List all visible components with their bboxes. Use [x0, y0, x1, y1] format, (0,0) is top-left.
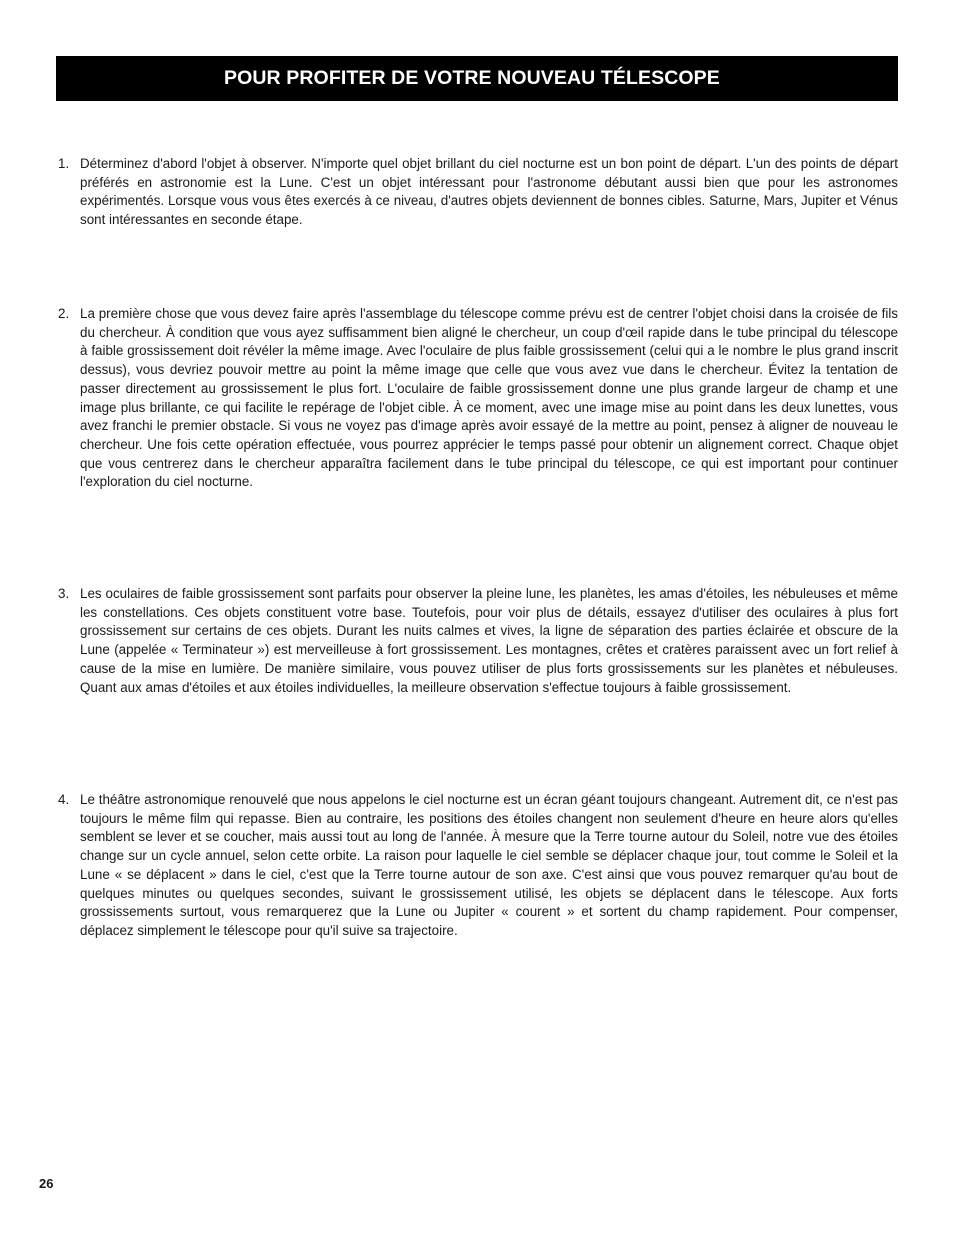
list-item-number: 2.: [58, 306, 70, 321]
list-item-4: [56, 791, 898, 941]
list-item-text: Le théâtre astronomique renouvelé que nous appelons le ciel nocturne est un écran géant toujours changeant. Autrement dit, ce n'est pas toujours le même film qui repasse. Bien au contraire, les positions des étoiles changent non seulement d'heure en heure alors qu'elles semblent se lever et se coucher, mais aussi tout au long de l'année. À mesure que la Terre tourne autour du Soleil, notre vue des étoiles change sur un cycle annuel, selon cette orbite. La raison pour laquelle le ciel semble se déplacer chaque jour, tout comme le Soleil et la Lune « se déplacent » dans le ciel, c'est que la Terre tourne autour de son axe. C'est ainsi que vous pouvez remarquer qu'au bout de quelques minutes ou quelques secondes, suivant le grossissement utilisé, les objets se déplacent dans le télescope. Aux forts grossissements surtout, vous remarquerez que la Lune ou Jupiter « courent » et sortent du champ rapidement. Pour compenser, déplacez simplement le télescope pour qu'il suive sa trajectoire.: [80, 792, 898, 938]
page-title: POUR PROFITER DE VOTRE NOUVEAU TÉLESCOPE: [224, 67, 720, 89]
list-item-text: Les oculaires de faible grossissement sont parfaits pour observer la pleine lune, les planètes, les amas d'étoiles, les nébuleuses et même les constellations. Ces objets constituent votre base. Toutefois, pour voir plus de détails, essayez d'utiliser des oculaires à plus fort grossissement sur certains de ces objets. Durant les nuits calmes et vives, la ligne de séparation des parties éclairée et obscure de la Lune (appelée « Terminateur ») est merveilleuse à fort grossissement. Les montagnes, crêtes et cratères paraissent avec un fort relief à cause de la mise en lumière. De manière similaire, vous pouvez utiliser de plus forts grossissements sur les planètes et nébuleuses. Quant aux amas d'étoiles et aux étoiles individuelles, la meilleure observation s'effectue toujours à faible grossissement.: [80, 586, 898, 695]
list-item-text: Déterminez d'abord l'objet à observer. N'importe quel objet brillant du ciel nocturne est un bon point de départ. L'un des points de départ préférés en astronomie est la Lune. C'est un objet intéressant pour l'astronome débutant aussi bien que pour les astronomes expérimentés. Lorsque vous vous êtes exercés à ce niveau, d'autres objets deviennent de bonnes cibles. Saturne, Mars, Jupiter et Vénus sont intéressantes en seconde étape.: [80, 156, 898, 228]
list-item-1: [56, 155, 898, 230]
list-item-number: 4.: [58, 792, 70, 807]
section-title-bar: [56, 56, 898, 101]
list-item-number: 3.: [58, 586, 70, 601]
page-number: 26: [39, 1176, 54, 1191]
list-item-number: 1.: [58, 156, 70, 171]
list-item-3: [56, 585, 898, 697]
list-item-text: La première chose que vous devez faire après l'assemblage du télescope comme prévu est de centrer l'objet choisi dans la croisée de fils du chercheur. À condition que vous ayez suffisamment bien aligné le chercheur, un coup d'œil rapide dans le tube principal du télescope à faible grossissement doit révéler la même image. Avec l'oculaire de plus faible grossissement (celui qui a le nombre le plus grand inscrit dessus), vous devriez pouvoir mettre au point la même image que celle que vous avez vue dans le chercheur. Évitez la tentation de passer directement au grossissement le plus fort. L'oculaire de faible grossissement donne une plus grande largeur de champ et une image plus brillante, ce qui facilite le repérage de l'objet cible. À ce moment, avec une image mise au point dans les deux lunettes, vous avez franchi le premier obstacle. Si vous ne voyez pas d'image après avoir essayé de la mettre au point, pensez à aligner de nouveau le chercheur. Une fois cette opération effectuée, vous pourrez apprécier le temps passé pour obtenir un alignement correct. Chaque objet que vous centrerez dans le chercheur apparaîtra facilement dans le tube principal du télescope, ce qui est important pour continuer l'exploration du ciel nocturne.: [80, 306, 898, 490]
list-item-2: [56, 305, 898, 492]
